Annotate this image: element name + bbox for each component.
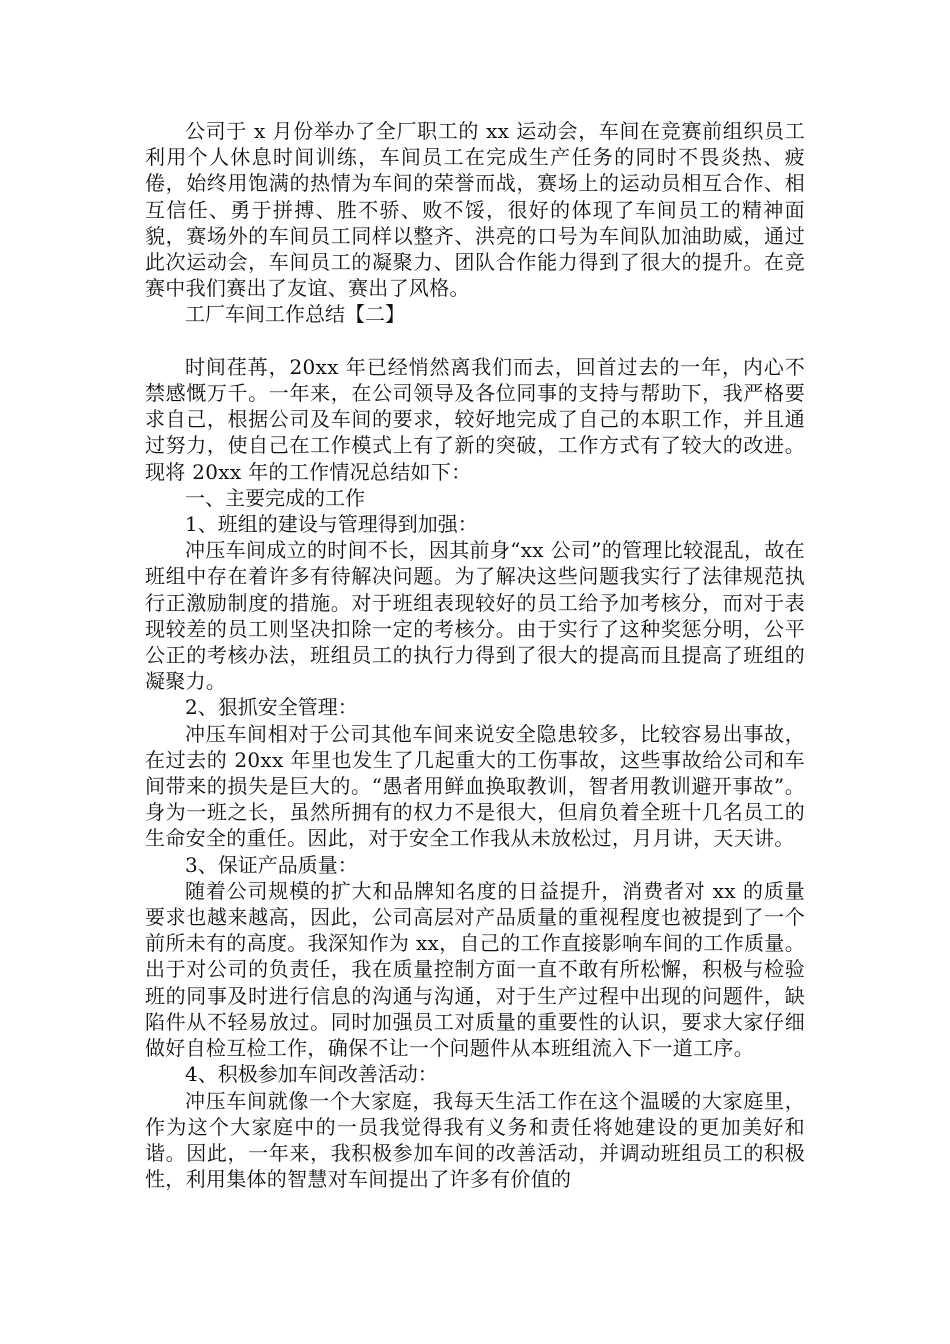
section-heading: 一、主要完成的工作 — [185, 485, 365, 510]
body-paragraph: 随着公司规模的扩大和品牌知名度的日益提升，消费者对 xx 的质量要求也越来越高，因此，公司高层对产品质量的重视程度也被提到了一个前所未有的高度。我深知作为 xx，自己的工作直接影响车间的工作质量。出于对公司的负责任，我在质量控制方面一直不敢有所松懈，积极与检验班的同事及时进行信息的沟通与沟通，对于生产过程中出现的问题件，缺陷件从不轻易放过。同时加强员工对质量的重要性的认识，要求大家仔细做好自检互检工作，确保不让一个问题件从本班组流入下一道工序。 — [145, 878, 805, 1061]
blank-line — [145, 328, 805, 354]
subsection-heading: 1、班组的建设与管理得到加强： — [185, 512, 478, 537]
document-page — [145, 118, 805, 1192]
body-paragraph: 冲压车间就像一个大家庭，我每天生活工作在这个温暖的大家庭里，作为这个大家庭中的一员我觉得我有义务和责任将她建设的更加美好和谐。因此，一年来，我积极参加车间的改善活动，并调动班组员工的积极性，利用集体的智慧对车间提出了许多有价值的 — [145, 1088, 805, 1192]
body-paragraph: 冲压车间相对于公司其他车间来说安全隐患较多，比较容易出事故，在过去的 20xx 年里也发生了几起重大的工伤事故，这些事故给公司和车间带来的损失是巨大的。“愚者用鲜血换取教训，智者用教训避开事故”。身为一班之长，虽然所拥有的权力不是很大，但肩负着全班十几名员工的生命安全的重任。因此，对于安全工作我从未放松过，月月讲，天天讲。 — [145, 721, 805, 851]
body-paragraph: 时间荏苒，20xx 年已经悄然离我们而去，回首过去的一年，内心不禁感慨万千。一年来，在公司领导及各位同事的支持与帮助下，我严格要求自己，根据公司及车间的要求，较好地完成了自己的本职工作，并且通过努力，使自己在工作模式上有了新的突破，工作方式有了较大的改进。现将 20xx 年的工作情况总结如下： — [145, 354, 805, 484]
body-paragraph: 冲压车间成立的时间不长，因其前身“xx 公司”的管理比较混乱，故在班组中存在着许多有待解决问题。为了解决这些问题我实行了法律规范执行正激励制度的措施。对于班组表现较好的员工给予加考核分，而对于表现较差的员工则坚决扣除一定的考核分。由于实行了这种奖惩分明，公平公正的考核办法，班组员工的执行力得到了很大的提高而且提高了班组的凝聚力。 — [145, 538, 805, 694]
subsection-heading: 4、积极参加车间改善活动： — [185, 1062, 438, 1087]
subsection-heading: 3、保证产品质量： — [185, 852, 358, 877]
section-title: 工厂车间工作总结【二】 — [185, 302, 405, 327]
subsection-heading: 2、狠抓安全管理： — [185, 695, 358, 720]
body-paragraph: 公司于 x 月份举办了全厂职工的 xx 运动会，车间在竞赛前组织员工利用个人休息时间训练，车间员工在完成生产任务的同时不畏炎热、疲倦，始终用饱满的热情为车间的荣誉而战，赛场上的运动员相互合作、相互信任、勇于拼搏、胜不骄、败不馁，很好的体现了车间员工的精神面貌，赛场外的车间员工同样以整齐、洪亮的口号为车间队加油助威，通过此次运动会，车间员工的凝聚力、团队合作能力得到了很大的提升。在竞赛中我们赛出了友谊、赛出了风格。 — [145, 119, 805, 301]
